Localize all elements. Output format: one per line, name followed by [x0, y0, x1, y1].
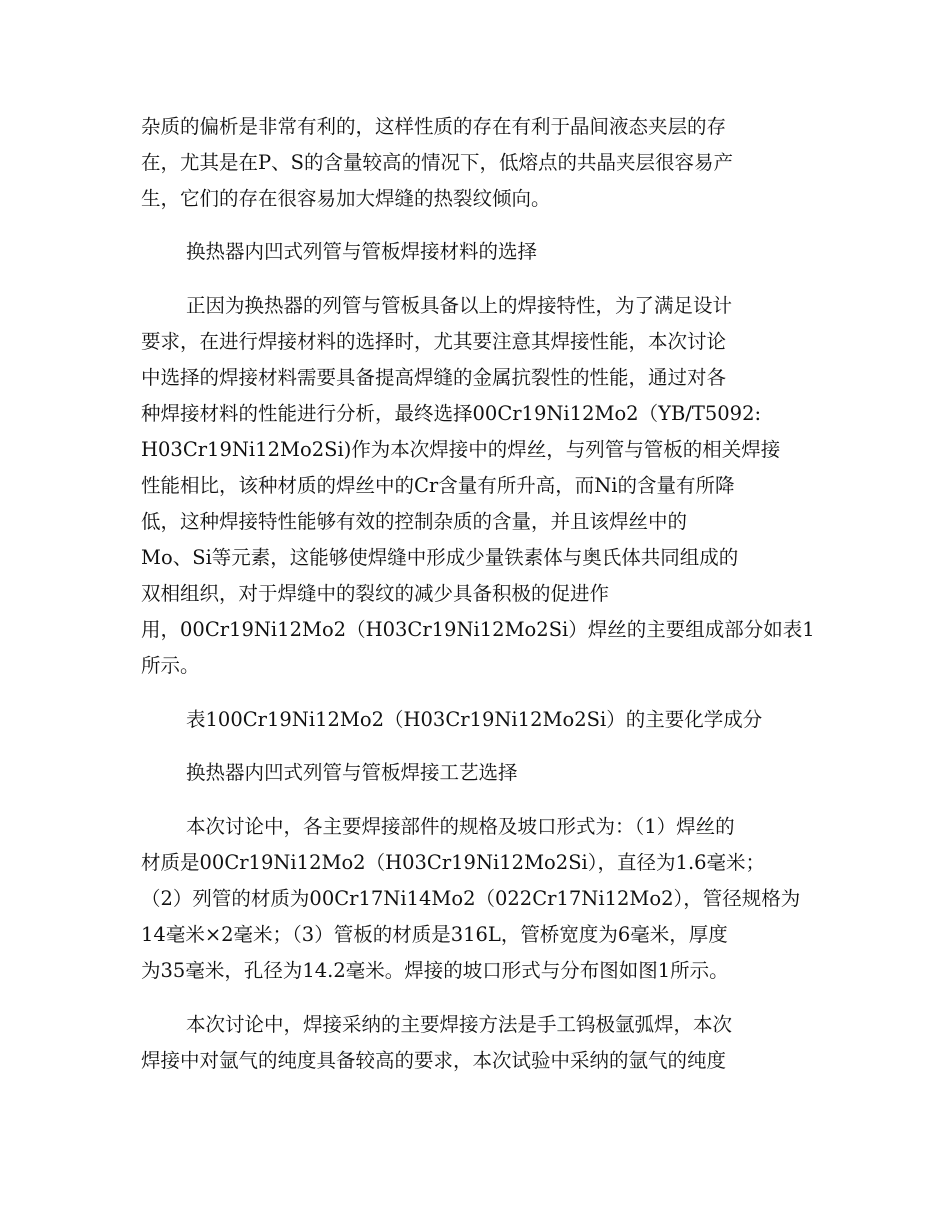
section-heading: 换热器内凹式列管与管板焊接材料的选择: [186, 240, 538, 263]
text-line: 材质是00Cr19Ni12Mo2（H03Cr19Ni12Mo2Si），直径为1.6毫米；: [141, 851, 766, 874]
text-line: 种焊接材料的性能进行分析，最终选择00Cr19Ni12Mo2（YB/T5092:: [141, 402, 762, 425]
text-line: 所示。: [141, 654, 200, 677]
text-line: Mo、Si等元素，这能够使焊缝中形成少量铁素体与奥氏体共同组成的: [141, 546, 739, 569]
text-line: 杂质的偏析是非常有利的，这样性质的存在有利于晶间液态夹层的存: [141, 115, 727, 138]
text-line: 焊接中对氩气的纯度具备较高的要求，本次试验中采纳的氩气的纯度: [141, 1049, 727, 1072]
text-line: 14毫米×2毫米；（3）管板的材质是316L，管桥宽度为6毫米，厚度: [141, 923, 728, 946]
text-line: 双相组织，对于焊缝中的裂纹的减少具备积极的促进作: [141, 582, 610, 605]
text-line: 低，这种焊接特性能够有效的控制杂质的含量，并且该焊丝中的: [141, 510, 688, 533]
text-line: 用，00Cr19Ni12Mo2（H03Cr19Ni12Mo2Si）焊丝的主要组成部分如表1: [141, 618, 815, 641]
text-line: 正因为换热器的列管与管板具备以上的焊接特性，为了满足设计: [186, 294, 733, 317]
section-heading: 换热器内凹式列管与管板焊接工艺选择: [186, 761, 518, 784]
text-line: 性能相比，该种材质的焊丝中的Cr含量有所升高，而Ni的含量有所降: [141, 474, 735, 497]
text-line: 生，它们的存在很容易加大焊缝的热裂纹倾向。: [141, 187, 551, 210]
text-line: 在，尤其是在P、S的含量较高的情况下，低熔点的共晶夹层很容易产: [141, 151, 733, 174]
text-line: 本次讨论中，各主要焊接部件的规格及坡口形式为：（1）焊丝的: [186, 815, 735, 838]
text-line: H03Cr19Ni12Mo2Si)作为本次焊接中的焊丝，与列管与管板的相关焊接: [141, 438, 781, 461]
text-line: 中选择的焊接材料需要具备提高焊缝的金属抗裂性的性能，通过对各: [141, 366, 727, 389]
text-line: （2）列管的材质为00Cr17Ni14Mo2（022Cr17Ni12Mo2），管径规格为: [141, 887, 801, 910]
text-line: 为35毫米，孔径为14.2毫米。焊接的坡口形式与分布图如图1所示。: [141, 959, 729, 982]
text-line: 本次讨论中，焊接采纳的主要焊接方法是手工钨极氩弧焊，本次: [186, 1013, 733, 1036]
text-line: 要求，在进行焊接材料的选择时，尤其要注意其焊接性能，本次讨论: [141, 330, 727, 353]
table-caption: 表100Cr19Ni12Mo2（H03Cr19Ni12Mo2Si）的主要化学成分: [186, 708, 763, 731]
